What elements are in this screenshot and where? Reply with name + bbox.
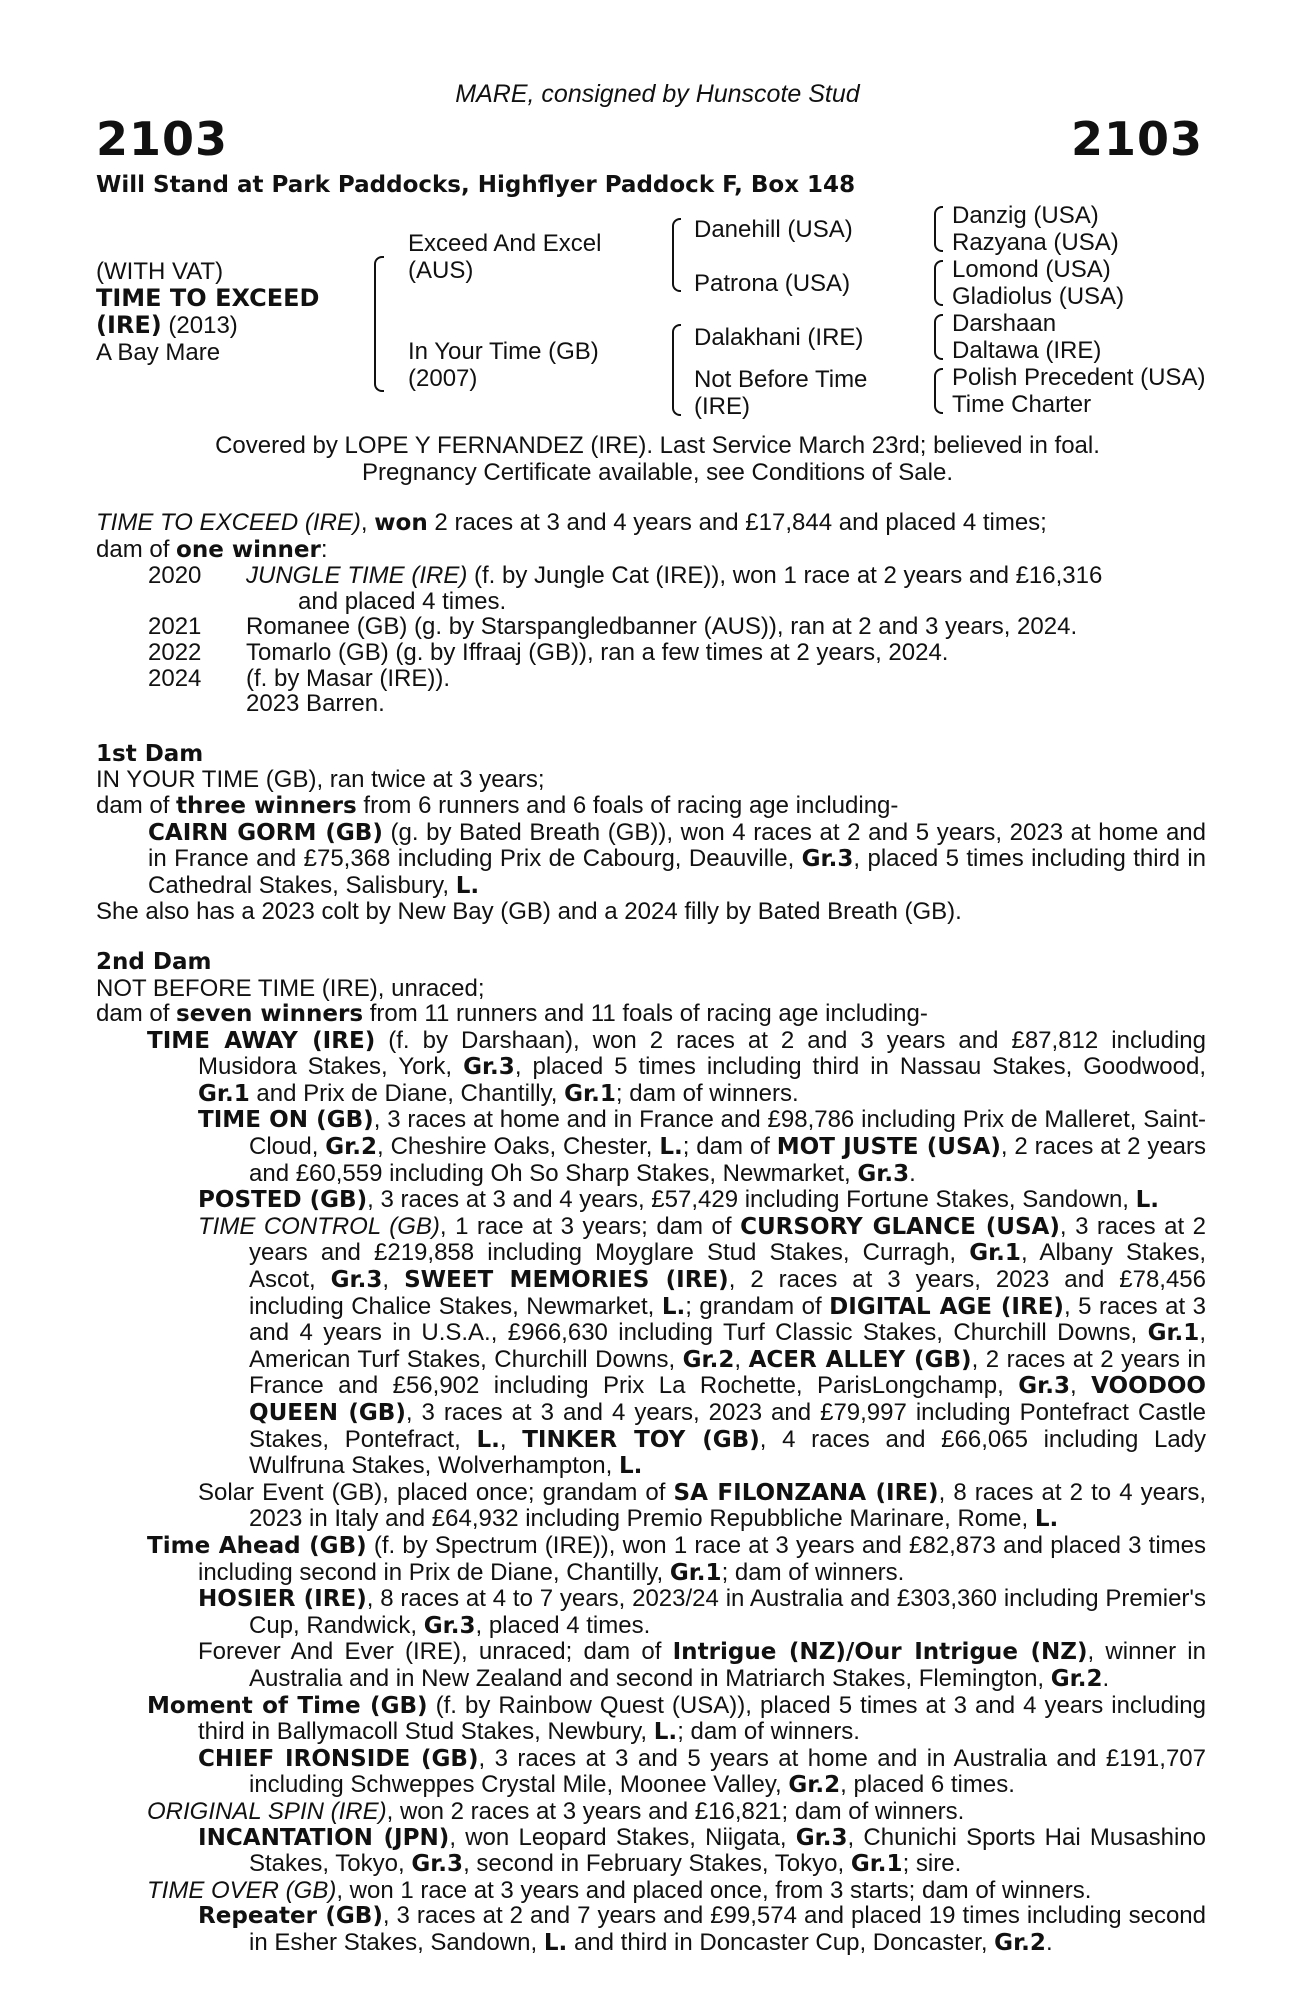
covered-note: Covered by LOPE Y FERNANDEZ (IRE). Last Service March 23rd; believed in foal. Pregnancy Certificate available, see Conditions of Sale.	[215, 432, 1100, 486]
dam-sire: Dalakhani (IRE)	[694, 324, 864, 351]
produce-entry: Moment of Time (GB) (f. by Rainbow Quest (USA)), placed 5 times at 3 and 4 years including third in Ballymacoll Stud Stakes, Newbury, L.; dam of winners.	[147, 1691, 1206, 1746]
horse-info	[96, 258, 319, 366]
produce-entry: Time Ahead (GB) (f. by Spectrum (IRE)), won 1 race at 3 years and £82,873 and placed 3 times including second in Prix de Diane, Chantilly, Gr.1; dam of winners.	[147, 1531, 1206, 1586]
second-dam-heading: 2nd Dam	[96, 948, 212, 975]
ggp-1: Danzig (USA)	[952, 202, 1099, 229]
produce-entry: INCANTATION (JPN), won Leopard Stakes, Niigata, Gr.3, Chunichi Sports Hai Musashino Stakes, Tokyo, Gr.3, second in February Stakes, Tokyo, Gr.1; sire.	[198, 1823, 1206, 1878]
produce-entry: TIME OVER (GB), won 1 race at 3 years and placed once, from 3 starts; dam of winners.	[147, 1876, 1092, 1904]
produce-entry: HOSIER (IRE), 8 races at 4 to 7 years, 2023/24 in Australia and £303,360 including Premier's Cup, Randwick, Gr.3, placed 4 times.	[198, 1585, 1207, 1639]
produce-entry: POSTED (GB), 3 races at 3 and 4 years, £57,429 including Fortune Stakes, Sandown, L.	[198, 1186, 1160, 1214]
brace-7	[934, 368, 943, 414]
cairn-gorm-entry: CAIRN GORM (GB) (g. by Bated Breath (GB)), won 4 races at 2 and 5 years, 2023 at home and in France and £75,368 including Prix de Cabourg, Deauville, Gr.3, placed 5 times including third in Cathedral Stakes, Salisbury, L.	[148, 818, 1207, 899]
ggp-2: Razyana (USA)	[952, 229, 1119, 256]
lot-number-left: 2103	[96, 112, 229, 166]
brace-4	[934, 206, 943, 252]
second-dam-winners: dam of seven winners from 11 runners and 11 foals of racing age including-	[96, 1000, 928, 1028]
produce-entry: CHIEF IRONSIDE (GB), 3 races at 3 and 5 years at home and in Australia and £191,707 including Schweppes Crystal Mile, Moonee Valley, Gr.2, placed 6 times.	[198, 1744, 1206, 1799]
horse-description: A Bay Mare	[96, 339, 221, 366]
mare-record: TIME TO EXCEED (IRE), won 2 races at 3 and 4 years and £17,844 and placed 4 times;	[96, 509, 1047, 536]
progeny-row: 2020 JUNGLE TIME (IRE) (f. by Jungle Cat (IRE)), won 1 race at 2 years and £16,316 and placed 4 times.	[148, 562, 1103, 615]
progeny-row: 2021 Romanee (GB) (g. by Starspangledbanner (AUS)), ran at 2 and 3 years, 2024.	[148, 613, 1078, 641]
progeny-row: 2024 (f. by Masar (IRE)).	[148, 664, 451, 692]
first-dam-heading: 1st Dam	[96, 740, 204, 767]
ggp-8: Time Charter	[952, 391, 1092, 418]
brace-5	[934, 260, 943, 306]
ggp-5: Darshaan	[952, 310, 1057, 337]
sire-sire: Danehill (USA)	[694, 216, 853, 243]
produce-entry: TIME CONTROL (GB), 1 race at 3 years; dam of CURSORY GLANCE (USA), 3 races at 2 years and £219,858 including Moyglare Stud Stakes, Curragh, Gr.1, Albany Stakes, Ascot, Gr.3, SWEET MEMORIES (IRE), 2 races at 3 years, 2023 and £78,456 including Chalice Stakes, Newmarket, L.; grandam of DIGITAL AGE (IRE), 5 races at 3 and 4 years in U.S.A., £966,630 including Turf Classic Stakes, Churchill Downs, Gr.1, American Turf Stakes, Churchill Downs, Gr.2, ACER ALLEY (GB), 2 races at 2 years in France and £56,902 including Prix La Rochette, ParisLongchamp, Gr.3, VOODOO QUEEN (GB), 3 races at 3 and 4 years, 2023 and £79,997 including Pontefract Castle Stakes, Pontefract, L., TINKER TOY (GB), 4 races and £66,065 including Lady Wulfruna Stakes, Wolverhampton, L.	[198, 1212, 1207, 1480]
sire: Exceed And Excel (AUS)	[408, 230, 602, 284]
sire-dam: Patrona (USA)	[694, 270, 851, 297]
brace-1	[374, 256, 384, 392]
brace-2	[672, 218, 681, 292]
produce-entry: Repeater (GB), 3 races at 2 and 7 years and £99,574 and placed 19 times including second in Esher Stakes, Sandown, L. and third in Doncaster Cup, Doncaster, Gr.2.	[198, 1902, 1206, 1956]
produce-entry: TIME ON (GB), 3 races at home and in France and £98,786 including Prix de Malleret, Saint-Cloud, Gr.2, Cheshire Oaks, Chester, L.; dam of MOT JUSTE (USA), 2 races at 2 years and £60,559 including Oh So Sharp Stakes, Newmarket, Gr.3.	[198, 1106, 1207, 1187]
brace-3	[672, 324, 681, 416]
consignor-line: MARE, consigned by Hunscote Stud	[455, 80, 860, 108]
horse-country-year: (IRE) (2013)	[96, 311, 238, 339]
second-dam-line: NOT BEFORE TIME (IRE), unraced;	[96, 974, 485, 1002]
progeny-row: 2022 Tomarlo (GB) (g. by Iffraaj (GB)), ran a few times at 2 years, 2024.	[148, 638, 949, 666]
brace-6	[934, 314, 943, 360]
produce-entry: TIME AWAY (IRE) (f. by Darshaan), won 2 races at 2 and 3 years and £87,812 including Musidora Stakes, York, Gr.3, placed 5 times including third in Nassau Stakes, Goodwood, Gr.1 and Prix de Diane, Chantilly, Gr.1; dam of winners.	[147, 1026, 1206, 1107]
catalogue-body	[96, 510, 1206, 1956]
stand-location: Will Stand at Park Paddocks, Highflyer Paddock F, Box 148	[96, 172, 856, 198]
dam-dam: Not Before Time (IRE)	[694, 366, 868, 420]
horse-name: TIME TO EXCEED	[96, 284, 320, 312]
dam-of-line: dam of one winner:	[96, 535, 328, 563]
first-dam-line: IN YOUR TIME (GB), ran twice at 3 years;	[96, 766, 545, 794]
produce-entry: Forever And Ever (IRE), unraced; dam of Intrigue (NZ)/Our Intrigue (NZ), winner in Australia and in New Zealand and second in Matriarch Stakes, Flemington, Gr.2.	[198, 1638, 1206, 1692]
produce-entry: Solar Event (GB), placed once; grandam of SA FILONZANA (IRE), 8 races at 2 to 4 years, 2023 in Italy and £64,932 including Premio Repubbliche Marinare, Rome, L.	[198, 1478, 1207, 1533]
ggp-6: Daltawa (IRE)	[952, 337, 1102, 364]
ggp-7: Polish Precedent (USA)	[952, 364, 1206, 391]
lot-number-right: 2103	[1070, 112, 1203, 166]
vat-note: (WITH VAT)	[96, 258, 224, 285]
ggp-3: Lomond (USA)	[952, 256, 1111, 283]
first-dam-winners: dam of three winners from 6 runners and 6 foals of racing age including-	[96, 791, 899, 819]
produce-entry: ORIGINAL SPIN (IRE), won 2 races at 3 years and £16,821; dam of winners.	[147, 1797, 965, 1825]
first-dam-also: She also has a 2023 colt by New Bay (GB) and a 2024 filly by Bated Breath (GB).	[96, 898, 962, 926]
ggp-4: Gladiolus (USA)	[952, 283, 1125, 310]
dam: In Your Time (GB) (2007)	[408, 338, 599, 392]
progeny-row: 2023 Barren.	[246, 690, 385, 718]
